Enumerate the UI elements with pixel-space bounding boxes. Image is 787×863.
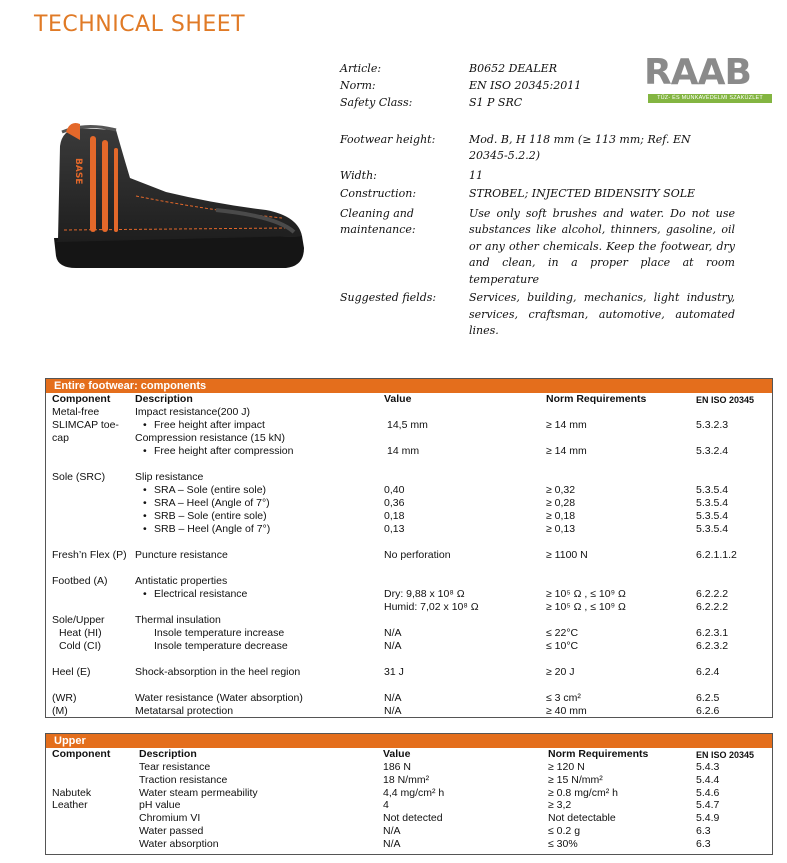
s1-m-std: 6.2.6 — [696, 705, 720, 717]
s2-row-std: 6.3 — [696, 825, 711, 837]
s1-footbed-norm-1: ≥ 10⁵ Ω , ≤ 10⁹ Ω — [546, 588, 626, 600]
s1-header-norm-requirements: Norm Requirements — [546, 393, 647, 405]
s1-wr-component: (WR) — [52, 692, 77, 704]
s1-header-standard: EN ISO 20345 — [696, 395, 755, 405]
spec-value-safety-class: S1 P SRC — [469, 96, 523, 109]
s1-m-value: N/A — [384, 705, 402, 717]
s1-sole-row-norm: ≥ 0,18 — [546, 510, 576, 522]
s1-sole-row-norm: ≥ 0,32 — [546, 484, 576, 496]
s2-header-norm-requirements: Norm Requirements — [548, 748, 649, 760]
spec-label-suggested-fields: Suggested fields: — [340, 291, 437, 304]
page-title: TECHNICAL SHEET — [34, 12, 246, 37]
s2-row-norm: ≥ 120 N — [548, 761, 585, 773]
s1-metal-free-value-2: 14,5 mm — [387, 419, 428, 431]
s2-row-desc: Traction resistance — [139, 774, 228, 786]
s1-sole-row-desc: • SRA – Sole (entire sole) — [154, 484, 266, 497]
s1-footbed-norm-2: ≥ 10⁵ Ω , ≤ 10⁹ Ω — [546, 601, 626, 613]
logo-word: RAAB — [644, 52, 751, 93]
s1-footbed-value-1: Dry: 9,88 x 10⁸ Ω — [384, 588, 465, 600]
spec-value-norm: EN ISO 20345:2011 — [469, 79, 582, 92]
s1-thermal-std-3: 6.2.3.2 — [696, 640, 729, 652]
s1-footbed-value-2: Humid: 7,02 x 10⁸ Ω — [384, 601, 479, 613]
s1-sole-row-norm: ≥ 0,13 — [546, 523, 576, 535]
s1-sole-row-desc: • SRB – Sole (entire sole) — [154, 510, 267, 523]
s2-row-value: N/A — [383, 825, 401, 837]
s1-heel-norm: ≥ 20 J — [546, 666, 575, 678]
s1-thermal-value-2: N/A — [384, 627, 402, 639]
section-upper-title: Upper — [46, 734, 772, 748]
spec-label-cleaning-2: maintenance: — [340, 223, 416, 236]
s2-row-value: 18 N/mm² — [383, 774, 430, 786]
s1-sole-row-value: 0,13 — [384, 523, 405, 535]
section-entire-footwear-title: Entire footwear: components — [46, 379, 772, 393]
s2-row-norm: ≥ 15 N/mm² — [548, 774, 603, 786]
s1-sole-row-std: 5.3.5.4 — [696, 523, 729, 535]
s1-footbed-desc-2: • Electrical resistance — [154, 588, 247, 601]
s1-metal-free-value-4: 14 mm — [387, 445, 420, 457]
s2-row-desc: Tear resistance — [139, 761, 211, 773]
s2-row-norm: ≥ 0.8 mg/cm² h — [548, 787, 618, 799]
s1-thermal-component-2: Heat (HI) — [59, 627, 102, 639]
s1-sole-row-value: 0,36 — [384, 497, 405, 509]
s1-thermal-value-3: N/A — [384, 640, 402, 652]
s2-row-norm: ≤ 0.2 g — [548, 825, 581, 837]
boot-image — [46, 118, 308, 272]
s2-row-std: 5.4.4 — [696, 774, 720, 786]
s1-metal-free-norm-4: ≥ 14 mm — [546, 445, 587, 457]
spec-label-footwear-height: Footwear height: — [340, 133, 436, 146]
spec-value-cleaning: Use only soft brushes and water. Do not use substances like alcohol, thinners, gasoline, oil or any other chemicals. Keep the footwear, dry and clean, in a proper place at room temperature — [469, 207, 735, 286]
s1-metal-free-std-4: 5.3.2.4 — [696, 445, 729, 457]
s1-metal-free-desc-2: • Free height after impact — [154, 419, 265, 432]
s1-sole-row-std: 5.3.5.4 — [696, 510, 729, 522]
s1-sole-row-value: 0,18 — [384, 510, 405, 522]
s2-header-value: Value — [383, 748, 411, 760]
s2-row-std: 5.4.9 — [696, 812, 720, 824]
s1-sole-row-std: 5.3.5.4 — [696, 484, 729, 496]
spec-value-footwear-height-1: Mod. B, H 118 mm (≥ 113 mm; Ref. EN — [469, 133, 691, 146]
s2-row-desc: Water steam permeability — [139, 787, 258, 799]
s1-metal-free-desc-1: Impact resistance(200 J) — [135, 406, 250, 418]
s1-footbed-component: Footbed (A) — [52, 575, 108, 587]
s2-component-2: Leather — [52, 799, 88, 811]
s1-metal-free-desc-3: Compression resistance (15 kN) — [135, 432, 285, 444]
s1-m-norm: ≥ 40 mm — [546, 705, 587, 717]
s1-thermal-norm-3: ≤ 10°C — [546, 640, 579, 652]
spec-label-width: Width: — [340, 169, 377, 182]
s1-fresh-value: No perforation — [384, 549, 451, 561]
s1-fresh-norm: ≥ 1100 N — [546, 549, 588, 561]
s2-row-norm: Not detectable — [548, 812, 616, 824]
s2-row-value: 4,4 mg/cm² h — [383, 787, 445, 799]
boot-brand-text: BASE — [73, 158, 83, 185]
s2-row-std: 5.4.7 — [696, 799, 720, 811]
s2-row-desc: pH value — [139, 799, 181, 811]
s1-wr-value: N/A — [384, 692, 402, 704]
s1-footbed-std-1: 6.2.2.2 — [696, 588, 729, 600]
logo-tagline: TŰZ- ÉS MUNKAVÉDELMI SZAKÜZLET — [648, 94, 772, 103]
s1-thermal-std-2: 6.2.3.1 — [696, 627, 729, 639]
s2-row-value: 4 — [383, 799, 389, 811]
s1-sole-component: Sole (SRC) — [52, 471, 106, 483]
s1-metal-free-desc-4: • Free height after compression — [154, 445, 293, 458]
s2-row-value: 186 N — [383, 761, 412, 773]
s2-row-value: Not detected — [383, 812, 443, 824]
s2-row-desc: Chromium VI — [139, 812, 201, 824]
s2-header-component: Component — [52, 748, 111, 760]
s1-footbed-std-2: 6.2.2.2 — [696, 601, 729, 613]
s1-fresh-component: Fresh’n Flex (P) — [52, 549, 127, 561]
s1-heel-value: 31 J — [384, 666, 404, 678]
spec-value-article: B0652 DEALER — [469, 62, 557, 75]
s1-metal-free-std-2: 5.3.2.3 — [696, 419, 729, 431]
s1-wr-desc: Water resistance (Water absorption) — [135, 692, 303, 704]
s2-component-1: Nabutek — [52, 787, 92, 799]
s2-row-value: N/A — [383, 838, 401, 850]
s1-metal-free-component-3: cap — [52, 432, 69, 444]
spec-value-construction: STROBEL; INJECTED BIDENSITY SOLE — [469, 187, 696, 200]
spec-label-cleaning-1: Cleaning and — [340, 207, 414, 220]
s2-header-standard: EN ISO 20345 — [696, 750, 755, 760]
spec-value-footwear-height-2: 20345-5.2.2) — [469, 149, 540, 162]
s1-heel-desc: Shock-absorption in the heel region — [135, 666, 301, 678]
s1-sole-row-norm: ≥ 0,28 — [546, 497, 576, 509]
s1-metal-free-norm-2: ≥ 14 mm — [546, 419, 587, 431]
s1-footbed-desc-1: Antistatic properties — [135, 575, 228, 587]
spec-label-norm: Norm: — [340, 79, 376, 92]
spec-label-article: Article: — [340, 62, 382, 75]
s1-fresh-std: 6.2.1.1.2 — [696, 549, 737, 561]
s2-row-std: 6.3 — [696, 838, 711, 850]
s1-header-description: Description — [135, 393, 193, 405]
spec-value-width: 11 — [469, 169, 483, 182]
s1-sole-row-desc: • SRA – Heel (Angle of 7°) — [154, 497, 270, 510]
s2-row-desc: Water absorption — [139, 838, 219, 850]
s1-m-desc: Metatarsal protection — [135, 705, 234, 717]
s1-wr-norm: ≤ 3 cm² — [546, 692, 581, 704]
s1-sole-row-std: 5.3.5.4 — [696, 497, 729, 509]
s1-sole-row-desc: • SRB – Heel (Angle of 7°) — [154, 523, 270, 536]
s1-m-component: (M) — [52, 705, 68, 717]
s2-header-description: Description — [139, 748, 197, 760]
s1-thermal-component-1: Sole/Upper — [52, 614, 105, 626]
s1-header-component: Component — [52, 393, 111, 405]
spec-value-suggested-fields: Services, building, mechanics, light industry, services, craftsman, automotive, automated lines. — [469, 291, 735, 337]
s2-row-norm: ≤ 30% — [548, 838, 578, 850]
s2-row-std: 5.4.3 — [696, 761, 720, 773]
s1-heel-std: 6.2.4 — [696, 666, 720, 678]
s2-row-desc: Water passed — [139, 825, 204, 837]
s1-metal-free-component-2: SLIMCAP toe- — [52, 419, 119, 431]
s1-thermal-desc-2: Insole temperature increase — [154, 627, 285, 639]
s1-heel-component: Heel (E) — [52, 666, 91, 678]
s1-thermal-norm-2: ≤ 22°C — [546, 627, 579, 639]
s2-row-std: 5.4.6 — [696, 787, 720, 799]
s1-thermal-desc-1: Thermal insulation — [135, 614, 221, 626]
spec-label-safety-class: Safety Class: — [340, 96, 413, 109]
s1-fresh-desc: Puncture resistance — [135, 549, 228, 561]
s1-header-value: Value — [384, 393, 412, 405]
s2-row-norm: ≥ 3,2 — [548, 799, 572, 811]
s1-sole-desc: Slip resistance — [135, 471, 204, 483]
s1-wr-std: 6.2.5 — [696, 692, 720, 704]
spec-label-construction: Construction: — [340, 187, 417, 200]
s1-metal-free-component-1: Metal-free — [52, 406, 100, 418]
s1-thermal-desc-3: Insole temperature decrease — [154, 640, 288, 652]
s1-thermal-component-3: Cold (CI) — [59, 640, 102, 652]
s1-sole-row-value: 0,40 — [384, 484, 405, 496]
